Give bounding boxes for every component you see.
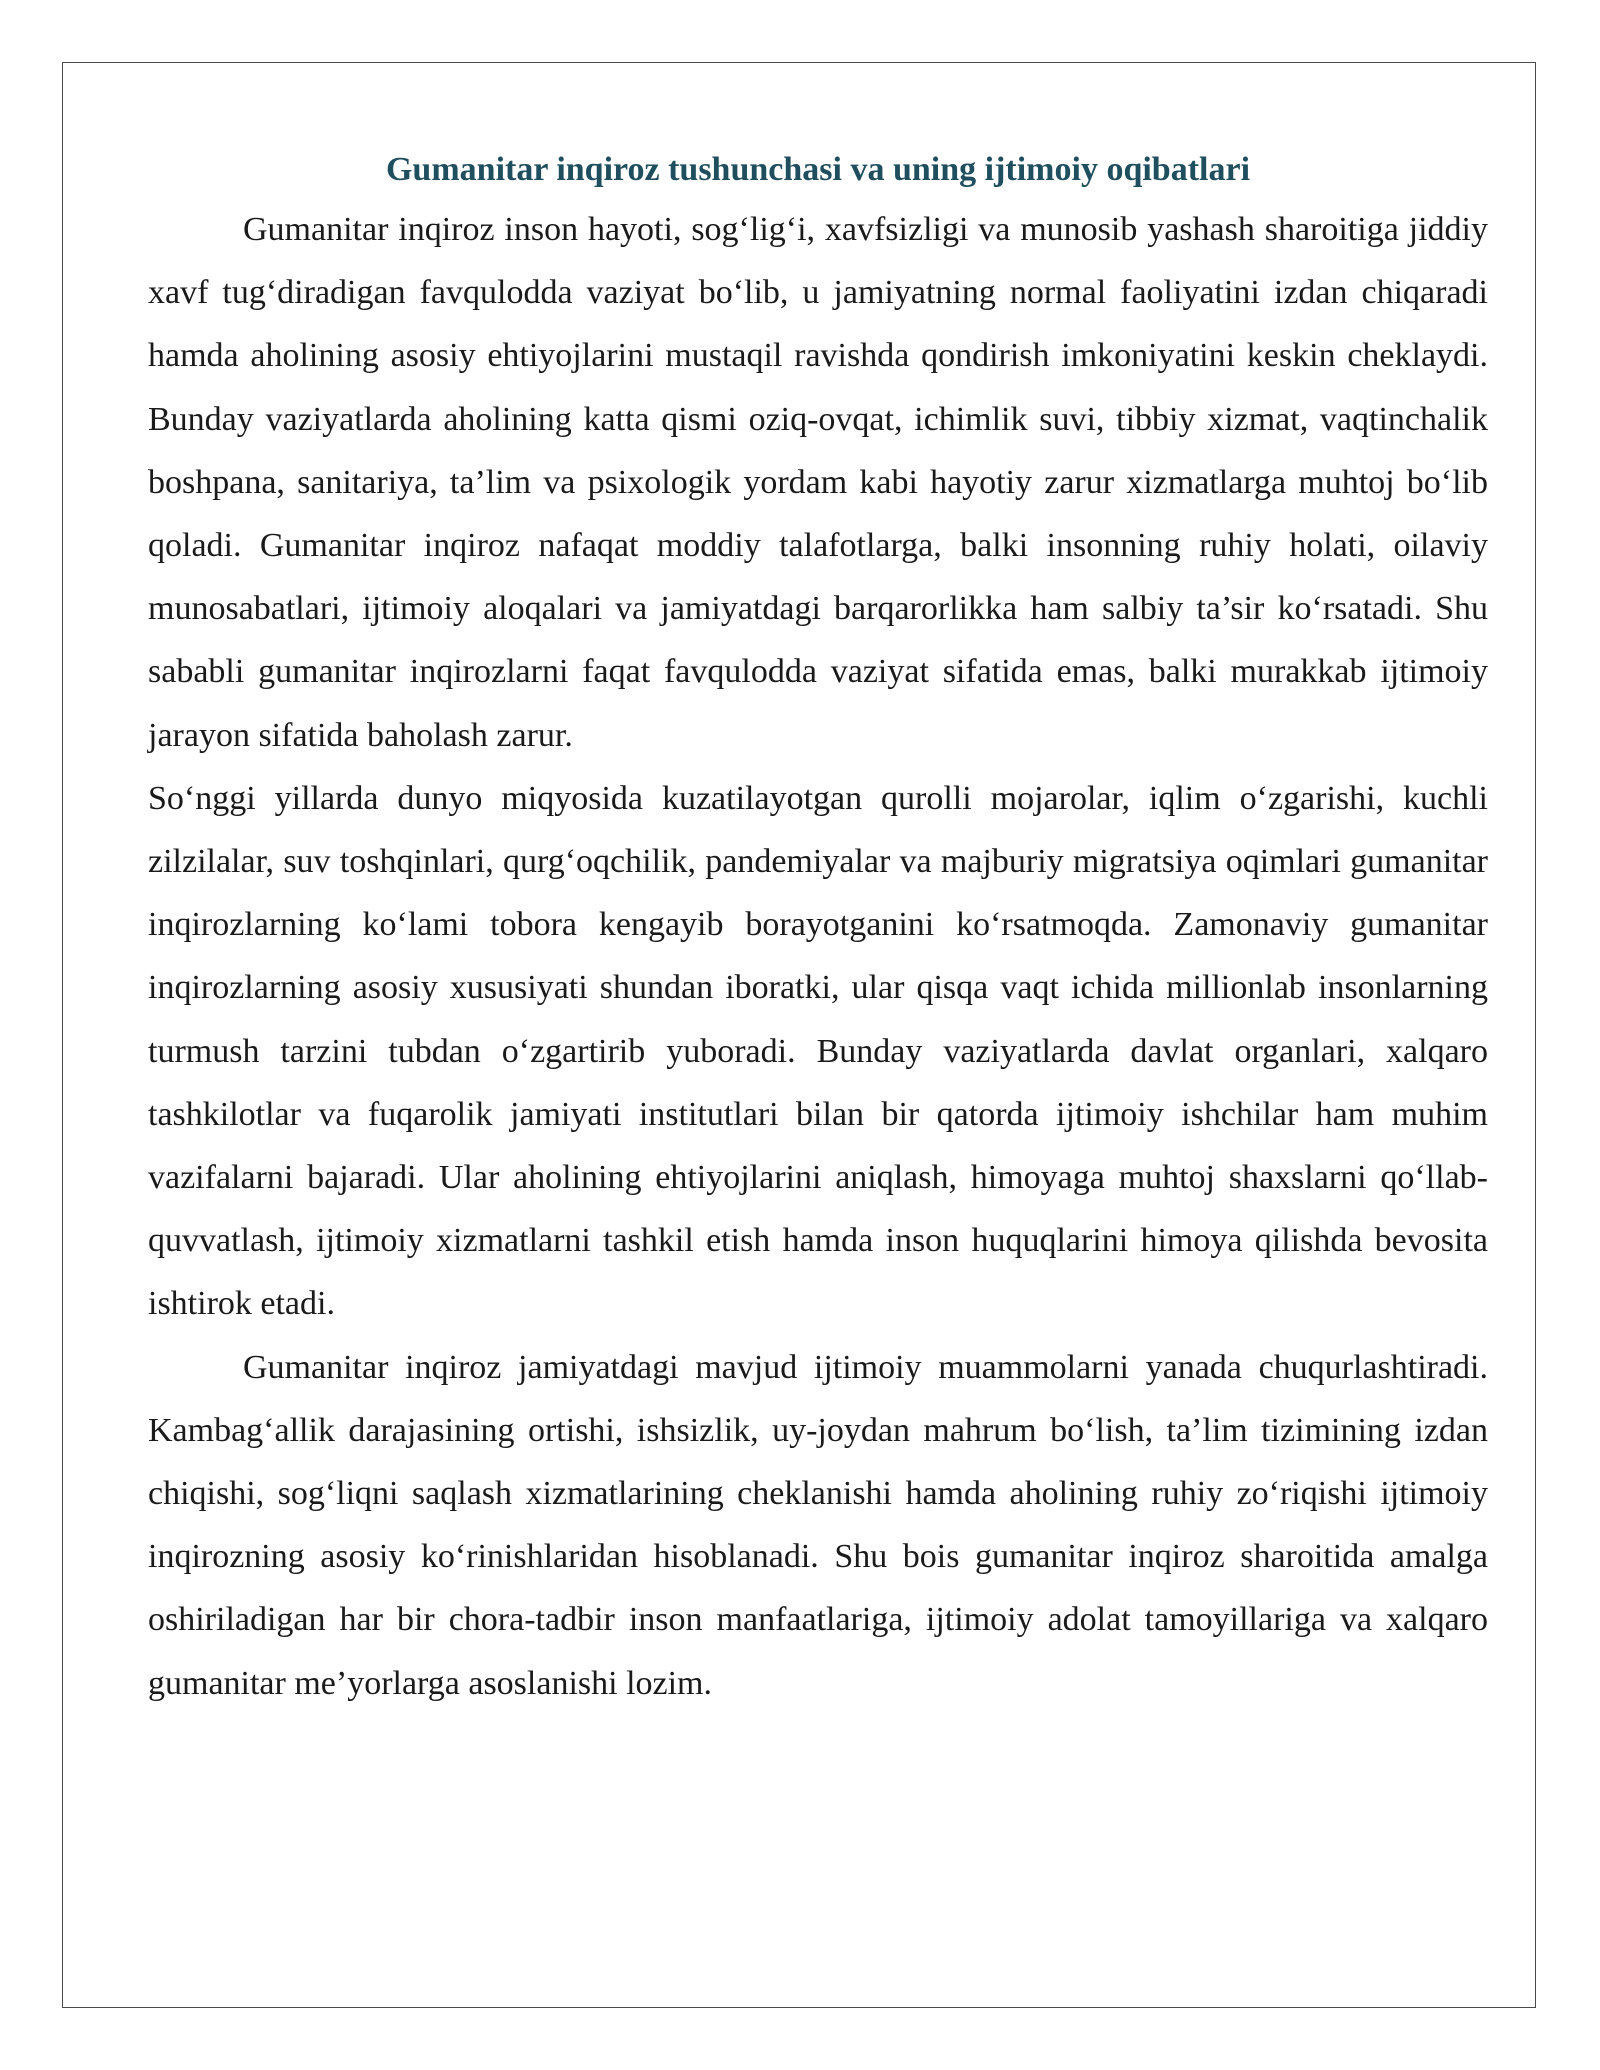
document-body: [148, 142, 1488, 1715]
paragraph-3: Gumanitar inqiroz jamiyatdagi mavjud ijtimoiy muammolarni yanada chuqurlashtiradi. Kambag‘allik darajasining ortishi, ishsizlik, uy-joydan mahrum bo‘lish, ta’lim tizimining izdan chiqishi, sog‘liqni saqlash xizmatlarining cheklanishi hamda aholining ruhiy zo‘riqishi ijtimoiy inqirozning asosiy ko‘rinishlaridan hisoblanadi. Shu bois gumanitar inqiroz sharoitida amalga oshiriladigan har bir chora-tadbir inson manfaatlariga, ijtimoiy adolat tamoyillariga va xalqaro gumanitar me’yorlarga asoslanishi lozim.: [148, 1348, 1488, 1702]
paragraph-1: Gumanitar inqiroz inson hayoti, sog‘lig‘i, xavfsizligi va munosib yashash sharoitiga jiddiy xavf tug‘diradigan favqulodda vaziyat bo‘lib, u jamiyatning normal faoliyatini izdan chiqaradi hamda aholining asosiy ehtiyojlarini mustaqil ravishda qondirish imkoniyatini keskin cheklaydi. Bunday vaziyatlarda aholining katta qismi oziq-ovqat, ichimlik suvi, tibbiy xizmat, vaqtinchalik boshpana, sanitariya, ta’lim va psixologik yordam kabi hayotiy zarur xizmatlarga muhtoj bo‘lib qoladi. Gumanitar inqiroz nafaqat moddiy talafotlarga, balki insonning ruhiy holati, oilaviy munosabatlari, ijtimoiy aloqalari va jamiyatdagi barqarorlikka ham salbiy ta’sir ko‘rsatadi. Shu sababli gumanitar inqirozlarni faqat favqulodda vaziyat sifatida emas, balki murakkab ijtimoiy jarayon sifatida baholash zarur.: [148, 211, 1488, 754]
paragraph-2: So‘nggi yillarda dunyo miqyosida kuzatilayotgan qurolli mojarolar, iqlim o‘zgarishi, kuchli zilzilalar, suv toshqinlari, qurg‘oqchilik, pandemiyalar va majburiy migratsiya oqimlari gumanitar inqirozlarning ko‘lami tobora kengayib borayotganini ko‘rsatmoqda. Zamonaviy gumanitar inqirozlarning asosiy xususiyati shundan iboratki, ular qisqa vaqt ichida millionlab insonlarning turmush tarzini tubdan o‘zgartirib yuboradi. Bunday vaziyatlarda davlat organlari, xalqaro tashkilotlar va fuqarolik jamiyati institutlari bilan bir qatorda ijtimoiy ishchilar ham muhim vazifalarni bajaradi. Ular aholining ehtiyojlarini aniqlash, himoyaga muhtoj shaxslarni qo‘llab-quvvatlash, ijtimoiy xizmatlarni tashkil etish hamda inson huquqlarini himoya qilishda bevosita ishtirok etadi.: [148, 779, 1488, 1323]
document-title: Gumanitar inqiroz tushunchasi va uning ijtimoiy oqibatlari: [385, 151, 1251, 188]
